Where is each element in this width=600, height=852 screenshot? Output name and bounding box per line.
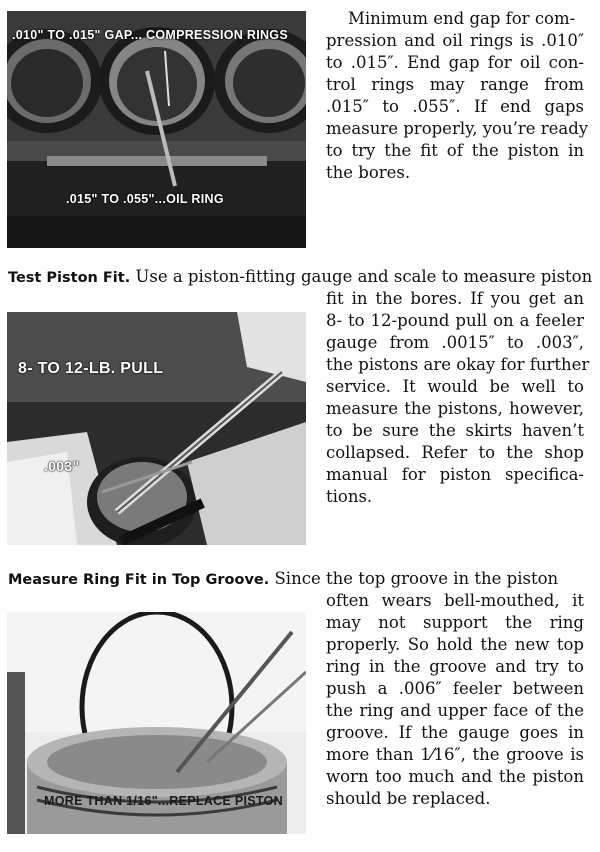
callout-feeler-gap: .003" — [44, 458, 80, 474]
text-line: to .015″. End gap for oil con- — [326, 53, 584, 72]
piston-gauge-illustration — [7, 312, 306, 545]
text-line: Minimum end gap for com- — [348, 9, 576, 28]
callout-oil-ring: .015" TO .055"...OIL RING — [66, 192, 224, 206]
text-line: push a .006″ feeler between — [326, 679, 584, 698]
text-line: tions. — [326, 487, 373, 506]
heading-test-piston-fit: Test Piston Fit. — [8, 270, 131, 286]
text-line: the bores. — [326, 163, 411, 182]
text-line: trol rings may range from — [326, 75, 584, 94]
text-line: pression and oil rings is .010″ — [326, 31, 584, 50]
text-line: more than 1⁄16″, the groove is — [326, 745, 584, 764]
text-line: collapsed. Refer to the shop — [326, 443, 584, 462]
text-line: service. It would be well to — [326, 377, 584, 396]
paragraph-end-gap — [326, 8, 589, 184]
text-line: to try the fit of the piston in — [326, 141, 584, 160]
paragraph-piston-fit — [326, 288, 590, 508]
text-line: properly. So hold the new top — [326, 635, 584, 654]
callout-replace-piston: MORE THAN 1/16"...REPLACE PISTON — [44, 794, 283, 808]
text-line: the pistons are okay for further — [326, 355, 590, 374]
text-line: gauge from .0015″ to .003″, — [326, 333, 584, 352]
text-line: to be sure the skirts haven’t — [326, 421, 584, 440]
text-line: manual for piston specifica- — [326, 465, 584, 484]
text-line: may not support the ring — [326, 613, 584, 632]
paragraph-piston-fit-intro — [8, 266, 592, 289]
text-line: groove. If the gauge goes in — [326, 723, 584, 742]
text-line: worn too much and the piston — [326, 767, 584, 786]
text-line: measure properly, you’re ready — [326, 119, 589, 138]
text-line: often wears bell-mouthed, it — [326, 591, 584, 610]
photo-ring-end-gap — [7, 11, 306, 248]
text-line: .015″ to .055″. If end gaps — [326, 97, 584, 116]
heading-measure-ring-fit: Measure Ring Fit in Top Groove. — [8, 572, 270, 588]
text-line: fit in the bores. If you get an — [326, 289, 584, 308]
paragraph-ring-groove — [326, 590, 584, 810]
engine-block-illustration — [7, 11, 306, 248]
text-line: Since the top groove in the piston — [274, 569, 559, 588]
text-line: should be replaced. — [326, 789, 491, 808]
callout-pull-force: 8- TO 12-LB. PULL — [18, 360, 164, 377]
text-line: ring in the groove and try to — [326, 657, 584, 676]
text-line: measure the pistons, however, — [326, 399, 584, 418]
callout-compression-rings: .010" TO .015" GAP... COMPRESSION RINGS — [12, 28, 288, 42]
text-line: 8- to 12-pound pull on a feeler — [326, 311, 584, 330]
text-line: the ring and upper face of the — [326, 701, 584, 720]
text-line: Use a piston-fitting gauge and scale to measure piston — [135, 267, 593, 286]
paragraph-ring-groove-intro — [8, 568, 592, 591]
photo-piston-fit — [7, 312, 306, 545]
